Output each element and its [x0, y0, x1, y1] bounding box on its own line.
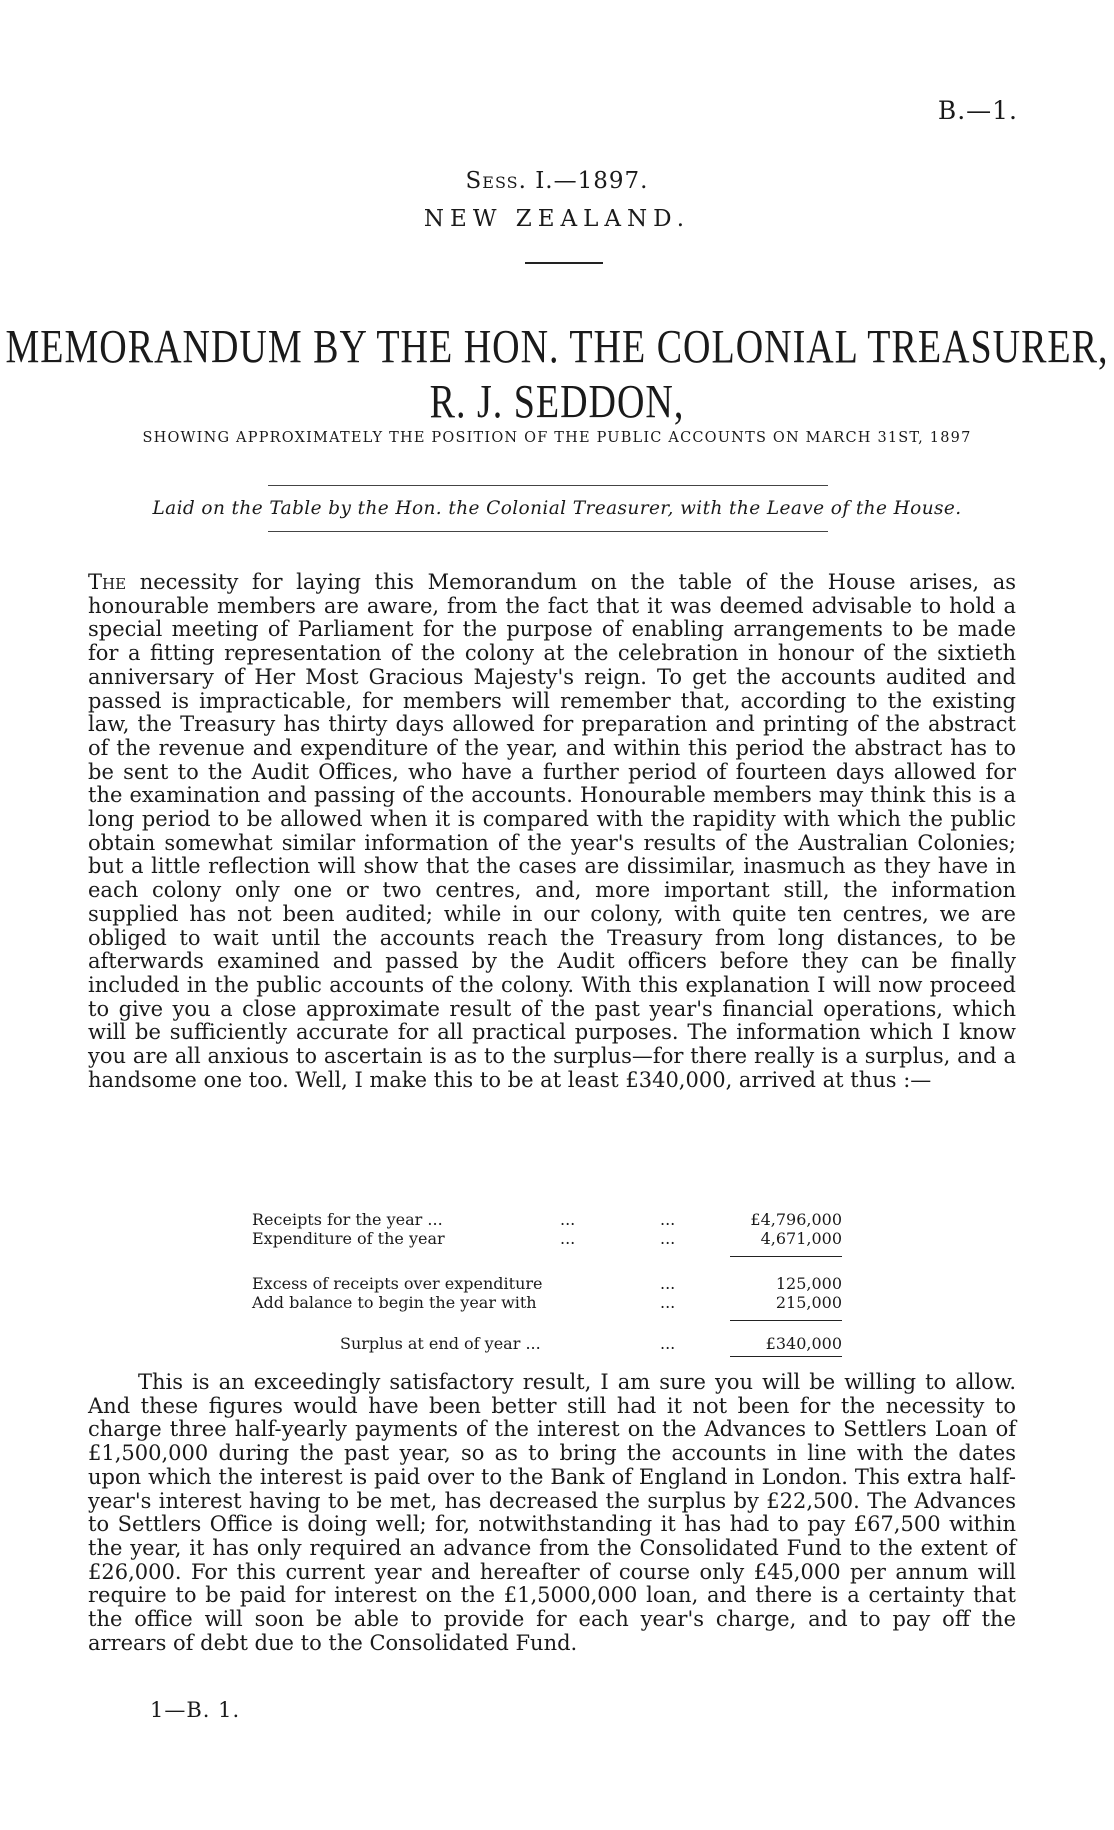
subtotal-rule [730, 1256, 842, 1257]
expenditure-label: Expenditure of the year [252, 1229, 445, 1248]
dots: ... [660, 1334, 676, 1353]
session-line: Sess. I.—1897. [465, 168, 649, 194]
receipts-row [252, 1210, 842, 1230]
laid-on-table-note: Laid on the Table by the Hon. the Colonial Treasurer, with the Leave of the House. [152, 498, 962, 519]
receipts-value: £4,796,000 [750, 1210, 842, 1229]
excess-value: 125,000 [775, 1274, 842, 1293]
country-line: NEW ZEALAND. [423, 206, 691, 232]
paragraph-1-text: necessity for laying this Memorandum on the table of the House arises, as honourable members are aware, from the fact that it was deemed advisable to hold a special meeting of Parliament for the purpose of enabling arrangements to be made for a fitting representation of the colony at the celebration in honour of the sixtieth anniversary of Her Most Gracious Majesty's reign. To get the accounts audited and passed is impracticable, for members will remember that, according to the existing law, the Treasury has thirty days allowed for preparation and printing of the abstract of the revenue and expenditure of the year, and within this period the abstract has to be sent to the Audit Offices, who have a further period of fourteen days allowed for the examination and passing of the accounts. Honourable members may think this is a long period to be allowed when it is compared with the rapidity with which the public obtain somewhat similar information of the year's results of the Australian Colonies; but a little reflection will show that the cases are dissimilar, inasmuch as they have in each colony only one or two centres, and, more important still, the information supplied has not been audited; while in our colony, with quite ten centres, we are obliged to wait until the accounts reach the Treasury from long distances, to be afterwards examined and passed by the Audit officers before they can be finally included in the public accounts of the colony. With this explanation I will now proceed to give you a close approximate result of the past year's financial operations, which will be sufficiently accurate for all practical purposes. The information which I know you are all anxious to ascertain is as to the surplus—for there really is a surplus, and a handsome one too. Well, I make this to be at least £340,000, arrived at thus :— [88, 570, 1016, 1092]
paragraph-1 [88, 571, 1016, 1092]
title-line-1: MEMORANDUM BY THE HON. THE COLONIAL TREASURER, [5, 321, 1109, 374]
subtitle: SHOWING APPROXIMATELY THE POSITION OF THE PUBLIC ACCOUNTS ON MARCH 31ST, 1897 [142, 430, 972, 446]
balance-row [252, 1293, 842, 1313]
laid-note-bottom-rule [268, 531, 828, 532]
expenditure-value: 4,671,000 [760, 1229, 842, 1248]
dots: ... [660, 1293, 676, 1312]
excess-row [252, 1274, 842, 1294]
dots: ... [660, 1229, 676, 1248]
paragraph-1-lead-word: The [88, 570, 127, 594]
surplus-row [252, 1334, 842, 1354]
excess-label: Excess of receipts over expenditure [252, 1274, 543, 1293]
dots: ... [660, 1274, 676, 1293]
dots: ... [660, 1210, 676, 1229]
document-reference: B.—1. [937, 96, 1018, 125]
dots: ... [560, 1210, 576, 1229]
surplus-label: Surplus at end of year ... [340, 1334, 541, 1353]
balance-value: 215,000 [775, 1293, 842, 1312]
total-rule [730, 1320, 842, 1321]
page-footer-signature: 1—B. 1. [150, 1698, 241, 1722]
surplus-underline [730, 1356, 842, 1357]
header-divider [525, 262, 603, 264]
expenditure-row [252, 1229, 842, 1249]
dots: ... [560, 1229, 576, 1248]
surplus-value: £340,000 [765, 1334, 842, 1353]
balance-label: Add balance to begin the year with [252, 1293, 537, 1312]
receipts-label: Receipts for the year ... [252, 1210, 443, 1229]
title-line-2: R. J. SEDDON, [429, 376, 685, 429]
paragraph-2: This is an exceedingly satisfactory result, I am sure you will be willing to allow. And these figures would have been better still had it not been for the necessity to charge three half-yearly payments of the interest on the Advances to Settlers Loan of £1,500,000 during the past year, so as to bring the accounts in line with the dates upon which the interest is paid over to the Bank of England in London. This extra half-year's interest having to be met, has decreased the surplus by £22,500. The Advances to Settlers Office is doing well; for, notwithstanding it has had to pay £67,500 within the year, it has only required an advance from the Consolidated Fund to the extent of £26,000. For this current year and hereafter of course only £45,000 per annum will require to be paid for interest on the £1,5000,000 loan, and there is a certainty that the office will soon be able to provide for each year's charge, and to pay off the arrears of debt due to the Consolidated Fund. [88, 1370, 1016, 1655]
laid-note-top-rule [268, 485, 828, 486]
